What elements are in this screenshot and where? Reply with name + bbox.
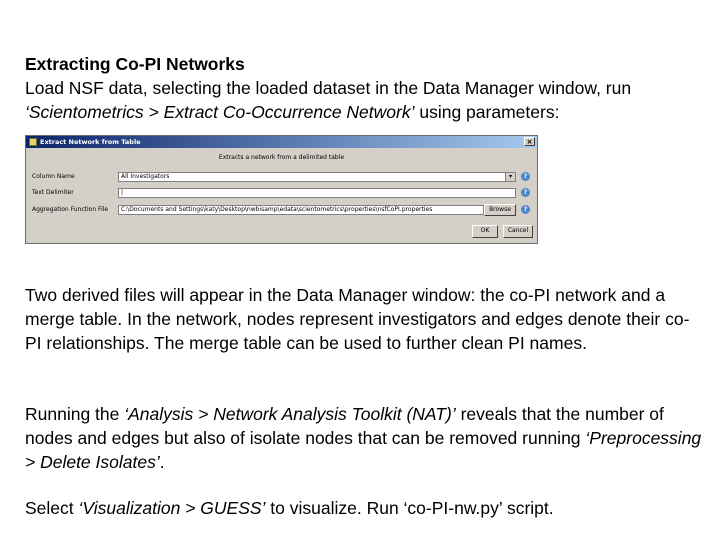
text-delimiter-input[interactable] [118,188,516,198]
app-icon [29,138,37,146]
aggregation-file-value: C:\Documents and Settings\katy\Desktop\nwbisamp\edata\scientometrics\properties\nsfCoPI.properties [121,206,433,213]
aggregation-file-label: Aggregation Function File [32,206,109,213]
close-button[interactable]: × [524,137,535,146]
slide-title: Extracting Co-PI Networks [25,54,245,74]
dialog-title: Extract Network from Table [40,138,141,146]
cancel-button[interactable]: Cancel [503,225,533,238]
text-delimiter-value: | [121,189,124,196]
column-name-label: Column Name [32,173,75,180]
aggregation-file-input[interactable] [118,205,484,215]
browse-button[interactable]: Browse [484,204,516,216]
column-name-value: All Investigators [121,173,170,180]
extract-network-dialog [25,135,538,244]
chevron-down-icon[interactable]: ▾ [505,173,515,181]
help-icon[interactable]: ? [521,172,530,181]
help-icon[interactable]: ? [521,205,530,214]
paragraph-load-data: Load NSF data, selecting the loaded dataset in the Data Manager window, run ‘Scientometrics > Extract Co-Occurrence Network’ using parameters: [25,78,632,122]
paragraph-nat-analysis: Running the ‘Analysis > Network Analysis Toolkit (NAT)’ reveals that the number of nodes and edges but also of isolate nodes that can be removed running ‘Preprocessing > Delete Isolates’. [25,404,702,472]
dialog-titlebar[interactable] [26,136,537,148]
column-name-select[interactable] [118,172,516,182]
text-delimiter-label: Text Delimiter [32,189,74,196]
help-icon[interactable]: ? [521,188,530,197]
ok-button[interactable]: OK [472,225,498,238]
paragraph-derived-files: Two derived files will appear in the Data Manager window: the co-PI network and a merge table. In the network, nodes represent investigators and edges denote their co-PI relationships. The merge table can be used to further clean PI names. [25,285,690,353]
paragraph-visualize: Select ‘Visualization > GUESS’ to visualize. Run ‘co-PI-nw.py’ script. [25,498,554,518]
dialog-description: Extracts a network from a delimited table [218,154,345,161]
